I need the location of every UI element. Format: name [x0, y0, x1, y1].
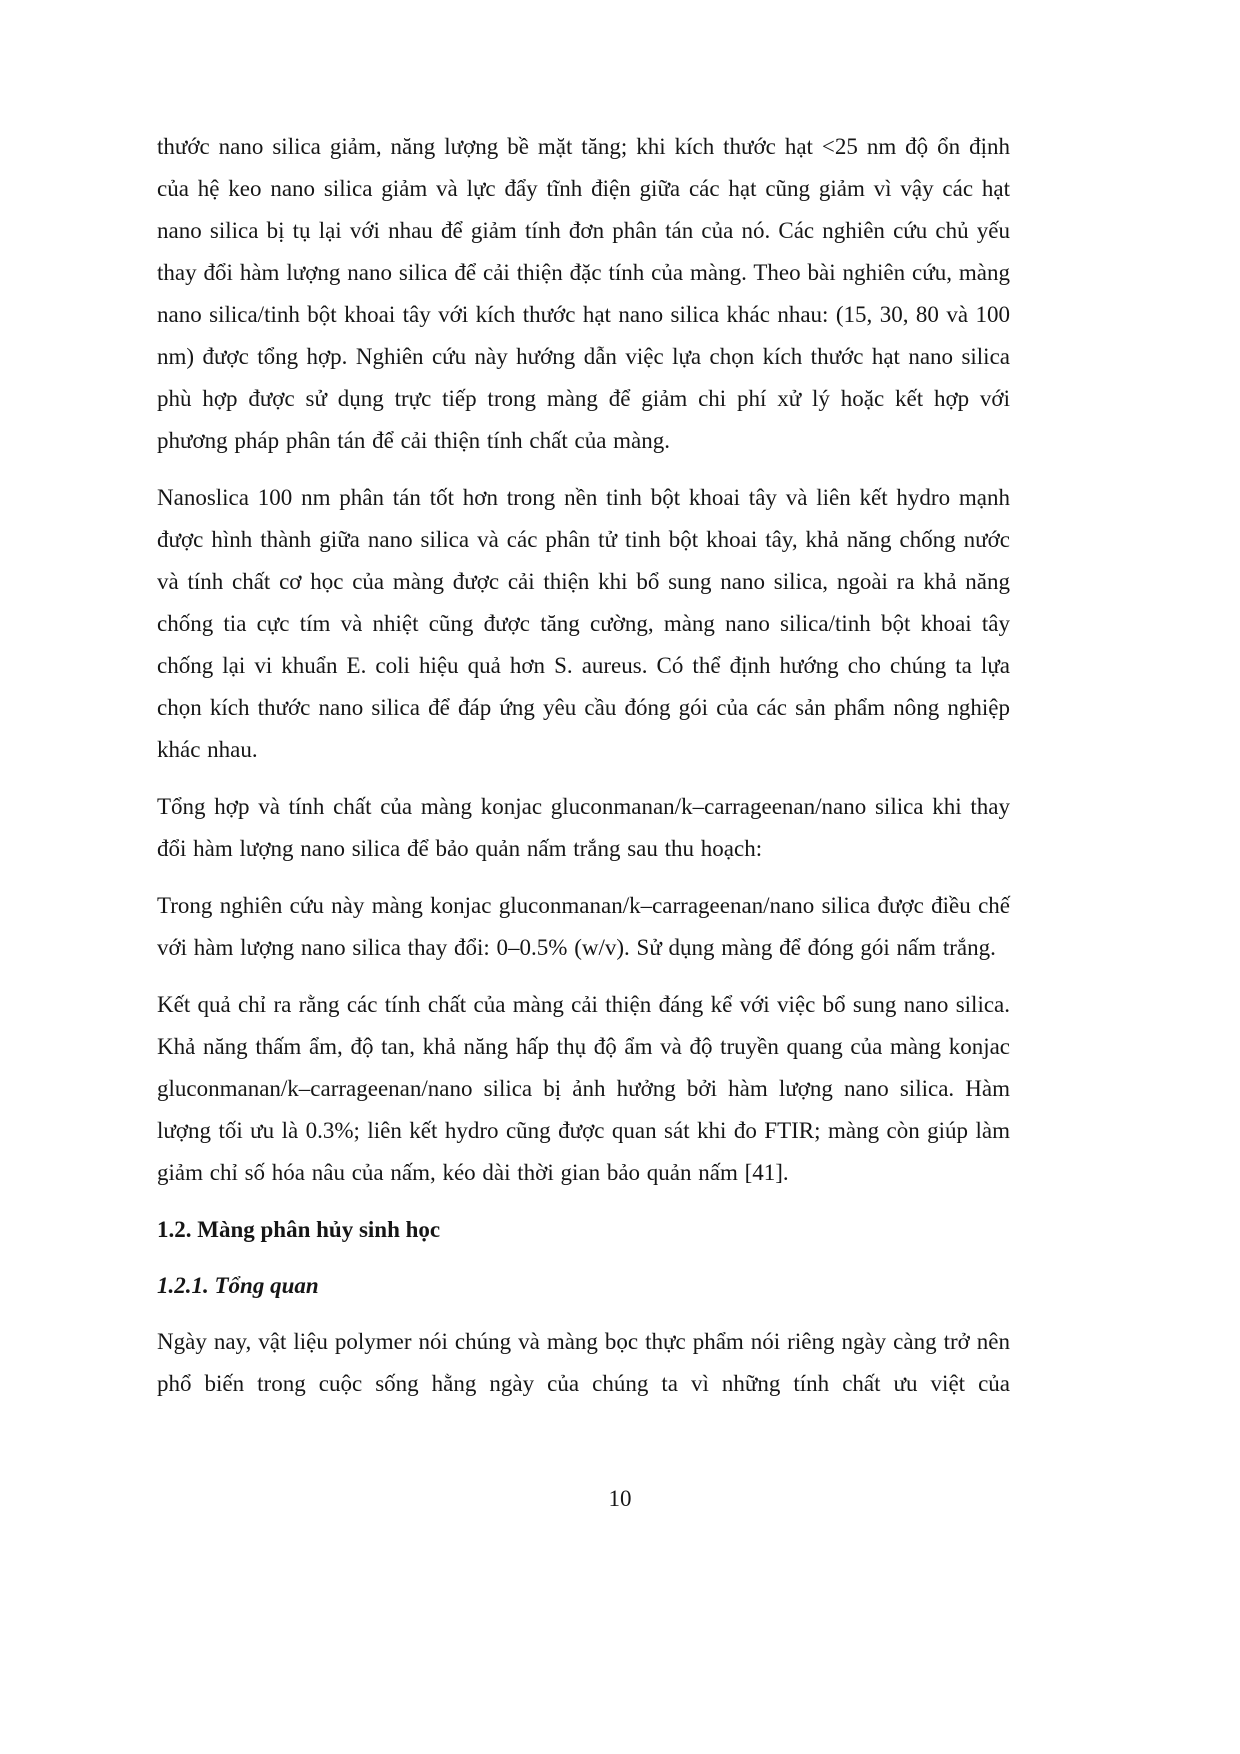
- subsection-heading-1-2-1: 1.2.1. Tổng quan: [157, 1273, 319, 1298]
- section-heading-1-2: 1.2. Màng phân hủy sinh học: [157, 1217, 441, 1242]
- paragraph-konjac-film-preparation: Trong nghiên cứu này màng konjac gluconmanan/k–carrageenan/nano silica được điều chế với hàm lượng nano silica thay đổi: 0–0.5% (w/v). Sử dụng màng để đóng gói nấm trắng.: [157, 893, 1010, 960]
- paragraph-nanosilica-dispersion: Nanoslica 100 nm phân tán tốt hơn trong nền tinh bột khoai tây và liên kết hydro mạnh được hình thành giữa nano silica và các phân tử tinh bột khoai tây, khả năng chống nước và tính chất cơ học của màng được cải thiện khi bổ sung nano silica, ngoài ra khả năng chống tia cực tím và nhiệt cũng được tăng cường, màng nano silica/tinh bột khoai tây chống lại vi khuẩn E. coli hiệu quả hơn S. aureus. Có thể định hướng cho chúng ta lựa chọn kích thước nano silica để đáp ứng yêu cầu đóng gói của các sản phẩm nông nghiệp khác nhau.: [157, 485, 1010, 762]
- paragraph-nano-silica-size: thước nano silica giảm, năng lượng bề mặt tăng; khi kích thước hạt <25 nm độ ổn định của hệ keo nano silica giảm và lực đẩy tĩnh điện giữa các hạt cũng giảm vì vậy các hạt nano silica bị tụ lại với nhau để giảm tính đơn phân tán của nó. Các nghiên cứu chủ yếu thay đổi hàm lượng nano silica để cải thiện đặc tính của màng. Theo bài nghiên cứu, màng nano silica/tinh bột khoai tây với kích thước hạt nano silica khác nhau: (15, 30, 80 và 100 nm) được tổng hợp. Nghiên cứu này hướng dẫn việc lựa chọn kích thước hạt nano silica phù hợp được sử dụng trực tiếp trong màng để giảm chi phí xử lý hoặc kết hợp với phương pháp phân tán để cải thiện tính chất của màng.: [157, 134, 1010, 453]
- paragraph-konjac-film-intro: Tổng hợp và tính chất của màng konjac gluconmanan/k–carrageenan/nano silica khi thay đổi hàm lượng nano silica để bảo quản nấm trắng sau thu hoạch:: [157, 794, 1010, 861]
- page-number: 10: [608, 1486, 632, 1511]
- paragraph-polymer-overview: Ngày nay, vật liệu polymer nói chúng và màng bọc thực phẩm nói riêng ngày càng trở nên phổ biến trong cuộc sống hằng ngày của chúng ta vì những tính chất ưu việt của: [157, 1329, 1010, 1396]
- paragraph-konjac-film-results: Kết quả chỉ ra rằng các tính chất của màng cải thiện đáng kể với việc bổ sung nano silica. Khả năng thấm ẩm, độ tan, khả năng hấp thụ độ ẩm và độ truyền quang của màng konjac gluconmanan/k–carrageenan/nano silica bị ảnh hưởng bởi hàm lượng nano silica. Hàm lượng tối ưu là 0.3%; liên kết hydro cũng được quan sát khi đo FTIR; màng còn giúp làm giảm chỉ số hóa nâu của nấm, kéo dài thời gian bảo quản nấm [41].: [157, 992, 1010, 1185]
